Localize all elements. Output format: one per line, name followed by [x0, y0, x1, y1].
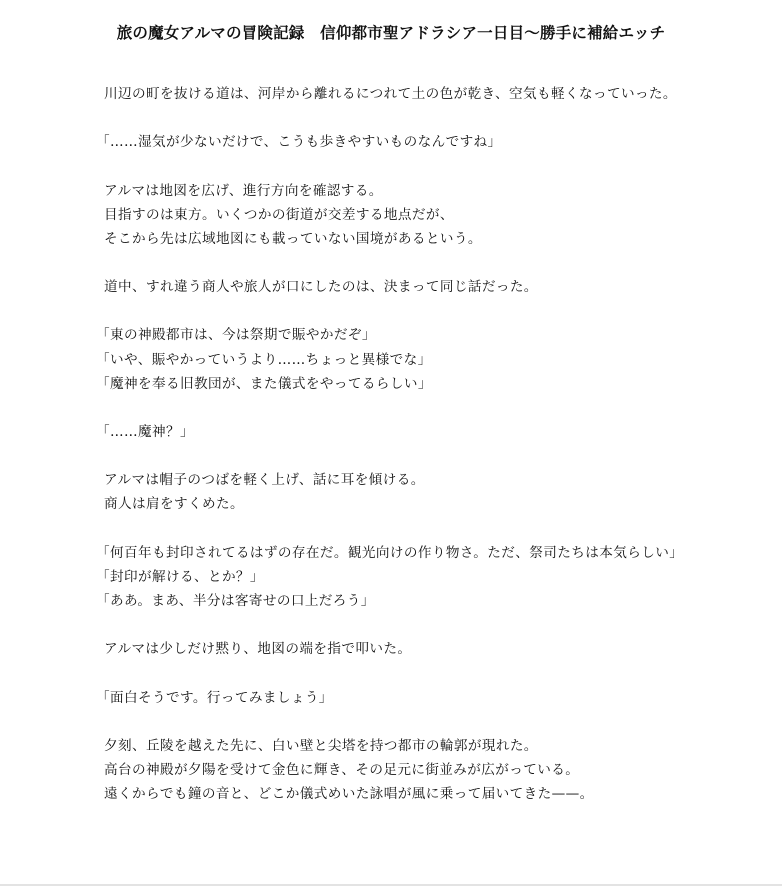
blank-line — [104, 613, 744, 637]
document-title: 旅の魔女アルマの冒険記録 信仰都市聖アドラシア一日目〜勝手に補給エッチ — [116, 23, 666, 42]
dialogue-line: 「……魔神？」 — [96, 423, 194, 440]
dialogue-line: 「何百年も封印されてるはずの存在だ。観光向けの作り物さ。ただ、祭司たちは本気らしい」 — [96, 544, 684, 561]
blank-line — [104, 517, 744, 541]
paragraph-line: アルマは帽子のつばを軽く上げ、話に耳を傾ける。 — [104, 472, 425, 489]
paragraph-line: 道中、すれ違う商人や旅人が口にしたのは、決まって同じ話だった。 — [104, 279, 538, 296]
paragraph-line: そこから先は広域地図にも載っていない国境があるという。 — [104, 230, 482, 247]
blank-line — [104, 444, 744, 468]
dialogue-line: 「いや、賑やかっていうより……ちょっと異様でな」 — [96, 351, 432, 368]
blank-line — [104, 154, 744, 178]
blank-line — [104, 106, 744, 130]
dialogue-line: 「面白そうです。行ってみましょう」 — [96, 689, 333, 706]
blank-line — [104, 396, 744, 420]
document-body — [96, 82, 744, 806]
blank-line — [104, 251, 744, 275]
dialogue-line: 「……湿気が少ないだけで、こうも歩きやすいものなんですね」 — [96, 134, 502, 151]
blank-line — [104, 661, 744, 685]
paragraph-line: 目指すのは東方。いくつかの街道が交差する地点だが、 — [104, 206, 454, 223]
dialogue-line: 「封印が解ける、とか？」 — [96, 568, 264, 585]
dialogue-line: 「ああ。まあ、半分は客寄せの口上だろう」 — [96, 592, 375, 609]
paragraph-line: 川辺の町を抜ける道は、河岸から離れるにつれて土の色が乾き、空気も軽くなっていった。 — [104, 86, 677, 102]
blank-line — [104, 710, 744, 734]
paragraph-line: アルマは地図を広げ、進行方向を確認する。 — [104, 182, 383, 199]
paragraph-line: アルマは少しだけ黙り、地図の端を指で叩いた。 — [104, 641, 412, 658]
paragraph-line: 商人は肩をすくめた。 — [104, 496, 244, 513]
dialogue-line: 「東の神殿都市は、今は祭期で賑やかだぞ」 — [96, 327, 376, 344]
paragraph-line: 高台の神殿が夕陽を受けて金色に輝き、その足元に街並みが広がっている。 — [104, 761, 580, 778]
paragraph-line: 夕刻、丘陵を越えた先に、白い壁と尖塔を持つ都市の輪郭が現れた。 — [104, 737, 538, 754]
blank-line — [104, 299, 744, 323]
dialogue-line: 「魔神を奉る旧教団が、また儀式をやってるらしい」 — [96, 375, 432, 392]
paragraph-line: 遠くからでも鐘の音と、どこか儀式めいた詠唱が風に乗って届いてきた——。 — [104, 786, 594, 803]
